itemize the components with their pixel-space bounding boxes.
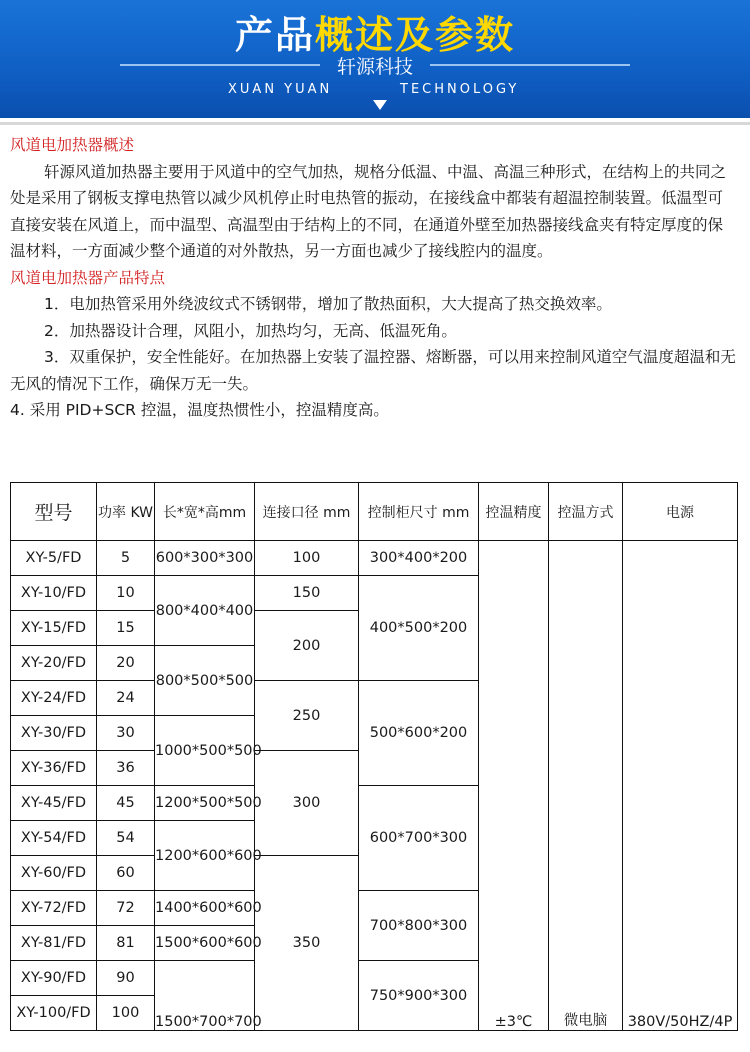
col-header-accuracy: 控温精度 <box>479 483 549 541</box>
overview-heading: 风道电加热器概述 <box>10 136 135 154</box>
section-divider <box>0 122 750 125</box>
model-cell: XY-60/FD <box>11 856 97 891</box>
power-cell: 81 <box>97 926 155 961</box>
cabinet-cell: 600*700*300 <box>359 786 479 891</box>
col-header-method: 控温方式 <box>549 483 623 541</box>
port-cell: 150 <box>255 576 359 611</box>
col-header-port: 连接口径 mm <box>255 483 359 541</box>
dims-cell: 800*400*400 <box>155 576 255 646</box>
overview-paragraph: 轩源风道加热器主要用于风道中的空气加热，规格分低温、中温、高温三种形式，在结构上的共同之处是采用了钢板支撑电热管以减少风机停止时电热管的振动，在接线盒中都装有超温控制装置。低温型可直接安装在风道上，而中温型、高温型由于结构上的不同，在通道外壁至加热器接线盒夹有特定厚度的保温材料，一方面减少整个通道的对外散热，另一方面也减少了接线腔内的温度。 <box>10 162 727 260</box>
model-cell: XY-24/FD <box>11 681 97 716</box>
model-cell: XY-81/FD <box>11 926 97 961</box>
col-header-cabinet: 控制柜尺寸 mm <box>359 483 479 541</box>
cabinet-cell: 700*800*300 <box>359 891 479 961</box>
table-row <box>11 541 738 576</box>
accuracy-cell: ±3℃ <box>479 541 549 1031</box>
power-cell: 15 <box>97 611 155 646</box>
power-cell: 100 <box>97 996 155 1031</box>
company-english-right: TECHNOLOGY <box>400 82 520 97</box>
power-cell: 10 <box>97 576 155 611</box>
power-cell: 20 <box>97 646 155 681</box>
dims-cell: 1000*500*500 <box>155 716 255 786</box>
model-cell: XY-30/FD <box>11 716 97 751</box>
power-cell: 30 <box>97 716 155 751</box>
col-header-dims: 长*宽*高mm <box>155 483 255 541</box>
model-cell: XY-10/FD <box>11 576 97 611</box>
model-cell: XY-20/FD <box>11 646 97 681</box>
features-heading: 风道电加热器产品特点 <box>10 268 166 287</box>
header-banner <box>0 0 750 118</box>
feature-item: 4. 采用 PID+SCR 控温，温度热惯性小，控温精度高。 <box>10 401 389 419</box>
company-name: 轩源科技 <box>336 56 413 78</box>
power-cell: 24 <box>97 681 155 716</box>
feature-item: 2．加热器设计合理，风阻小，加热均匀，无高、低温死角。 <box>44 321 457 340</box>
cabinet-cell: 300*400*200 <box>359 541 479 576</box>
port-cell: 350 <box>255 856 359 1031</box>
model-cell: XY-72/FD <box>11 891 97 926</box>
power-cell: 5 <box>97 541 155 576</box>
cabinet-cell: 400*500*200 <box>359 576 479 681</box>
method-cell: 微电脑 <box>549 541 623 1031</box>
power-cell: 45 <box>97 786 155 821</box>
power-cell: 72 <box>97 891 155 926</box>
model-cell: XY-100/FD <box>11 996 97 1031</box>
model-cell: XY-90/FD <box>11 961 97 996</box>
cabinet-cell: 500*600*200 <box>359 681 479 786</box>
power-cell: 90 <box>97 961 155 996</box>
dims-cell: 800*500*500 <box>155 646 255 716</box>
page-title <box>0 4 750 59</box>
down-arrow-icon <box>373 100 387 110</box>
dims-cell: 1500*600*600 <box>155 926 255 961</box>
feature-item: 1．电加热管采用外绕波纹式不锈钢带，增加了散热面积，大大提高了热交换效率。 <box>44 295 612 313</box>
table-header-row <box>11 483 738 541</box>
model-cell: XY-54/FD <box>11 821 97 856</box>
col-header-supply: 电源 <box>623 483 738 541</box>
col-header-power: 功率 KW <box>97 483 155 541</box>
model-cell: XY-15/FD <box>11 611 97 646</box>
dims-cell: 600*300*300 <box>155 541 255 576</box>
description-section <box>10 132 738 424</box>
port-cell: 300 <box>255 751 359 856</box>
port-cell: 250 <box>255 681 359 751</box>
dims-cell: 1200*600*600 <box>155 821 255 891</box>
power-cell: 54 <box>97 821 155 856</box>
model-cell: XY-5/FD <box>11 541 97 576</box>
col-header-model: 型号 <box>11 483 97 541</box>
dims-cell: 1400*600*600 <box>155 891 255 926</box>
company-english-left: XUAN YUAN <box>228 82 333 97</box>
dims-cell: 1200*500*500 <box>155 786 255 821</box>
parameter-table <box>10 482 738 1031</box>
port-cell: 100 <box>255 541 359 576</box>
title-white-part: 产品 <box>234 13 315 57</box>
power-cell: 60 <box>97 856 155 891</box>
dims-cell: 1500*700*700 <box>155 961 255 1031</box>
port-cell: 200 <box>255 611 359 681</box>
power-cell: 36 <box>97 751 155 786</box>
title-yellow-part: 概述及参数 <box>315 13 516 57</box>
model-cell: XY-45/FD <box>11 786 97 821</box>
supply-cell: 380V/50HZ/4P <box>623 541 738 1031</box>
cabinet-cell: 750*900*300 <box>359 961 479 1031</box>
feature-item: 3．双重保护，安全性能好。在加热器上安装了温控器、熔断器，可以用来控制风道空气温度超温和无无风的情况下工作，确保万无一失。 <box>10 348 736 393</box>
model-cell: XY-36/FD <box>11 751 97 786</box>
